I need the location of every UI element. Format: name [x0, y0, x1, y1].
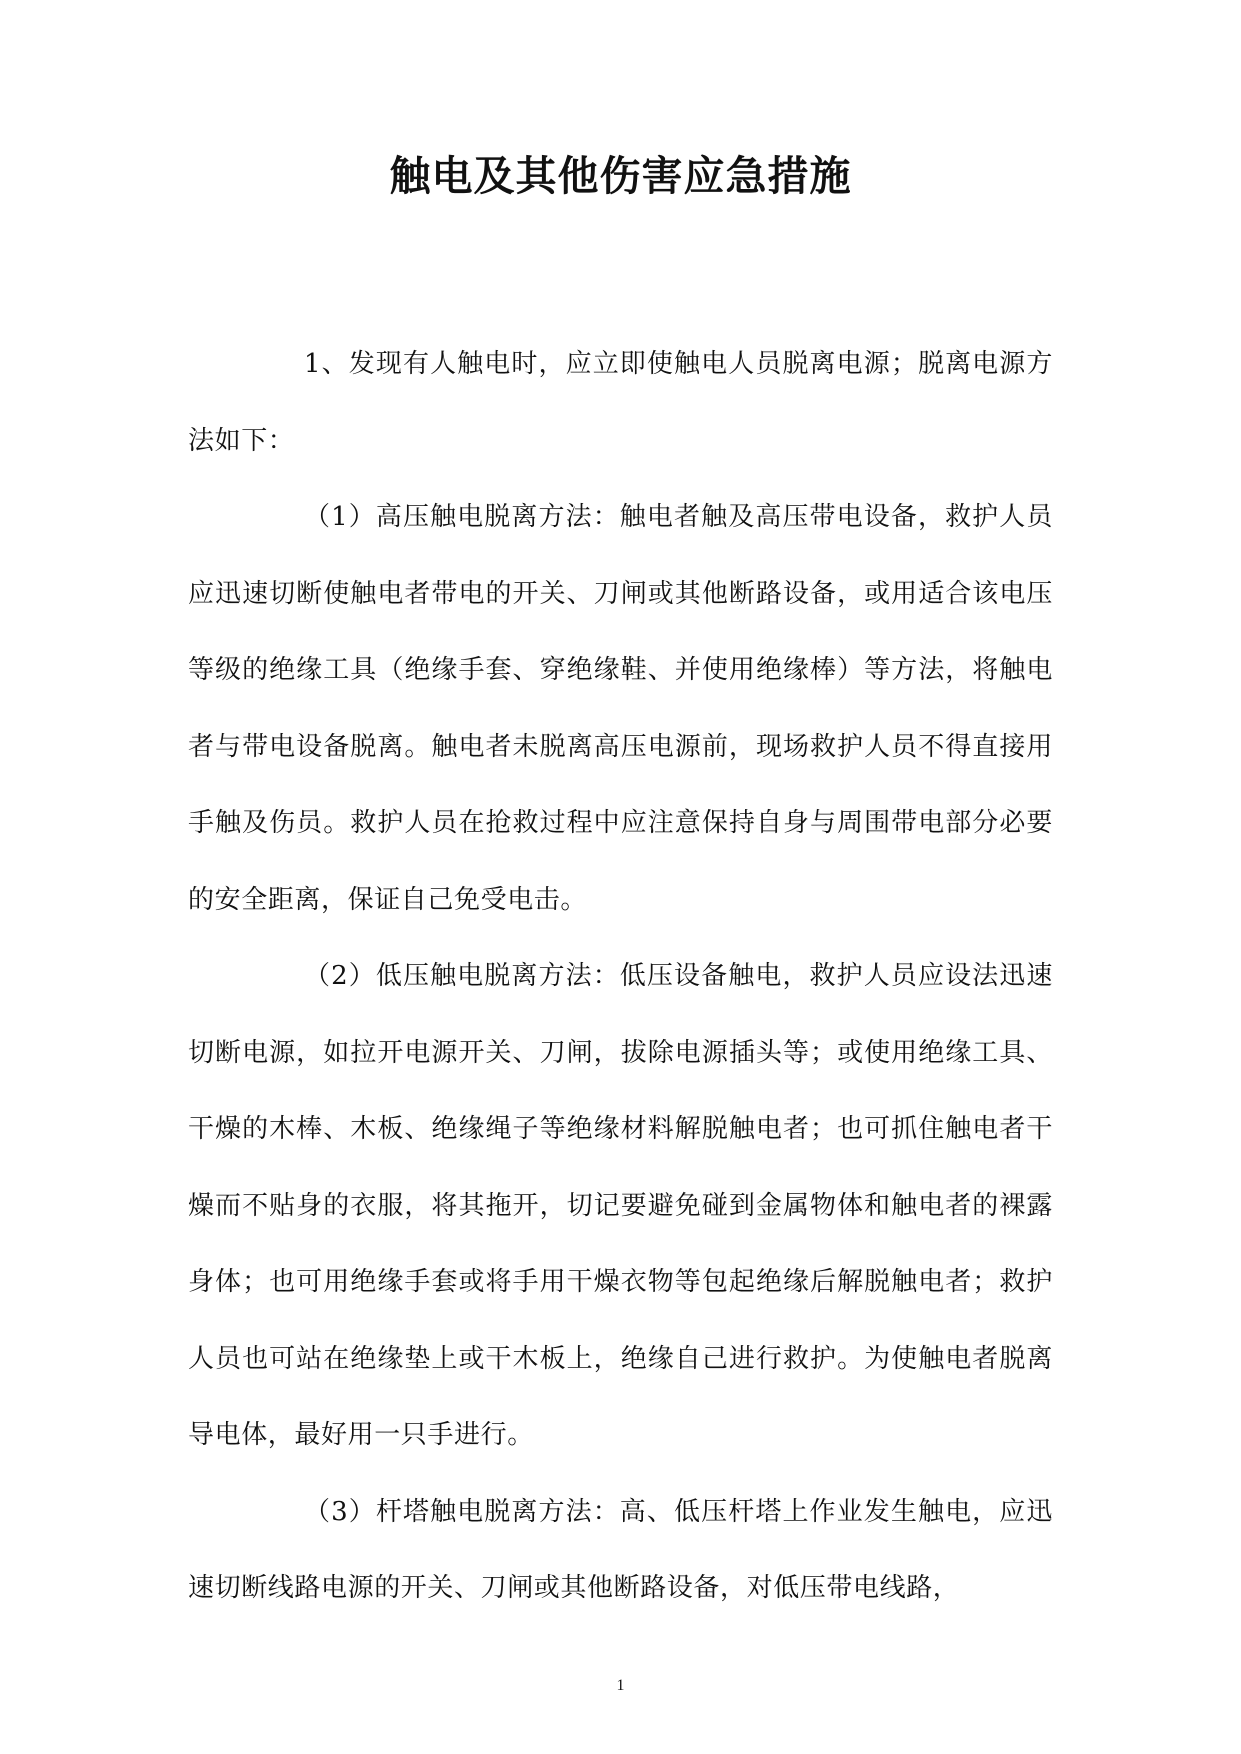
paragraph-electric-shock-intro: 1、发现有人触电时，应立即使触电人员脱离电源；脱离电源方法如下： [188, 349, 1053, 456]
paragraph-pole-tower-method: （3）杆塔触电脱离方法：高、低压杆塔上作业发生触电，应迅速切断线路电源的开关、刀闸或其他断路设备，对低压带电线路， [188, 1496, 1053, 1603]
paragraph-low-voltage-method: （2）低压触电脱离方法：低压设备触电，救护人员应设法迅速切断电源，如拉开电源开关、刀闸，拔除电源插头等；或使用绝缘工具、干燥的木棒、木板、绝缘绳子等绝缘材料解脱触电者；也可抓住触电者干燥而不贴身的衣服，将其拖开，切记要避免碰到金属物体和触电者的裸露身体；也可用绝缘手套或将手用干燥衣物等包起绝缘后解脱触电者；救护人员也可站在绝缘垫上或干木板上，绝缘自己进行救护。为使触电者脱离导电体，最好用一只手进行。 [188, 961, 1053, 1450]
document-title: 触电及其他伤害应急措施 [389, 152, 852, 200]
page-number: 1 [616, 1677, 625, 1694]
paragraph-high-voltage-method: （1）高压触电脱离方法：触电者触及高压带电设备，救护人员应迅速切断使触电者带电的开关、刀闸或其他断路设备，或用适合该电压等级的绝缘工具（绝缘手套、穿绝缘鞋、并使用绝缘棒）等方法，将触电者与带电设备脱离。触电者未脱离高压电源前，现场救护人员不得直接用手触及伤员。救护人员在抢救过程中应注意保持自身与周围带电部分必要的安全距离，保证自己免受电击。 [188, 502, 1053, 915]
document-body [188, 326, 1053, 1627]
